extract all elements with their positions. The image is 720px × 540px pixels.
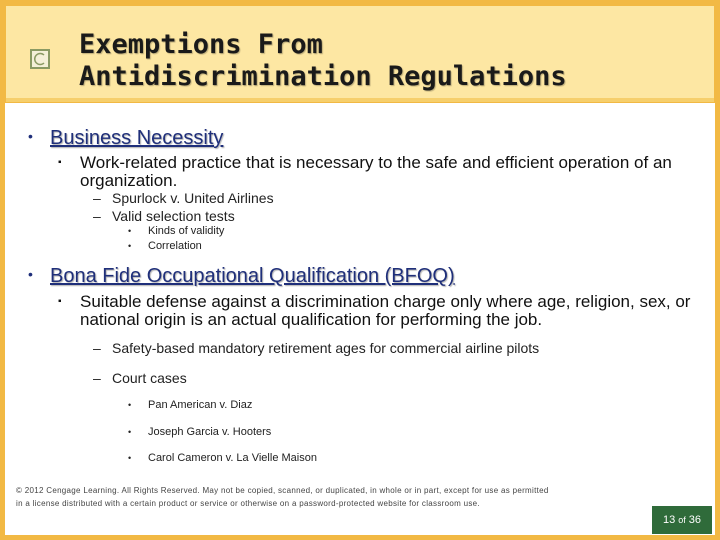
subpoint-selection-tests: – Valid selection tests: [93, 208, 235, 224]
subpoint-spurlock: – Spurlock v. United Airlines: [93, 190, 274, 206]
case-text: Pan American v. Diaz: [148, 399, 253, 411]
subsubpoint-text: Kinds of validity: [148, 225, 225, 237]
subpoint-court-cases: – Court cases: [93, 370, 187, 386]
title-panel: [6, 6, 714, 102]
case-pan-american: • Pan American v. Diaz: [128, 399, 253, 411]
bullet-dot: •: [28, 266, 33, 282]
slide-logo-icon: [30, 49, 50, 69]
square-bullet: ▪: [58, 157, 62, 168]
page-total: 36: [688, 514, 701, 526]
case-la-vielle-maison: • Carol Cameron v. La Vielle Maison: [128, 452, 317, 464]
title-bar: [0, 0, 720, 103]
point-bfoq: [58, 293, 708, 329]
subsubpoint-correlation: • Correlation: [128, 240, 202, 252]
heading-business-necessity: Business Necessity: [50, 127, 224, 149]
page-current: 13: [662, 514, 676, 526]
case-text: Carol Cameron v. La Vielle Maison: [148, 452, 317, 464]
subsubpoint-text: Correlation: [148, 240, 202, 252]
subpoint-text: Court cases: [112, 370, 187, 386]
point-text: Work-related practice that is necessary to the safe and efficient operation of an organization.: [80, 153, 672, 190]
point-text: Suitable defense against a discrimination charge only where age, religion, sex, or national origin is an actual qualification for performing the job.: [80, 292, 691, 329]
subpoint-text: Safety-based mandatory retirement ages for commercial airline pilots: [112, 340, 540, 356]
case-text: Joseph Garcia v. Hooters: [148, 426, 272, 438]
case-hooters: • Joseph Garcia v. Hooters: [128, 426, 272, 438]
heading-bfoq: Bona Fide Occupational Qualification (BFOQ): [50, 265, 455, 287]
copyright-notice: © 2012 Cengage Learning. All Rights Reserved. May not be copied, scanned, or duplicated, in whole or in part, except for use as permitted in a license distributed with a certain product or service or otherwise on a password-protected website for classroom use.: [16, 486, 549, 508]
slide-title: [79, 29, 567, 93]
subpoint-text: Spurlock v. United Airlines: [112, 190, 274, 206]
bullet-business-necessity: [28, 127, 223, 150]
subsubpoint-validity: • Kinds of validity: [128, 225, 225, 237]
title-line-2: Antidiscrimination Regulations: [79, 61, 567, 92]
square-bullet: ▪: [58, 296, 62, 307]
page-of: of: [678, 515, 686, 525]
subpoint-text: Valid selection tests: [112, 208, 235, 224]
title-line-1: Exemptions From: [79, 29, 323, 60]
subpoint-retirement: – Safety-based mandatory retirement ages for commercial airline pilots: [93, 340, 540, 356]
bullet-bfoq: [28, 265, 455, 288]
page-number-badge: [652, 506, 712, 534]
bullet-dot: •: [28, 128, 33, 144]
point-business-necessity: [58, 154, 708, 190]
